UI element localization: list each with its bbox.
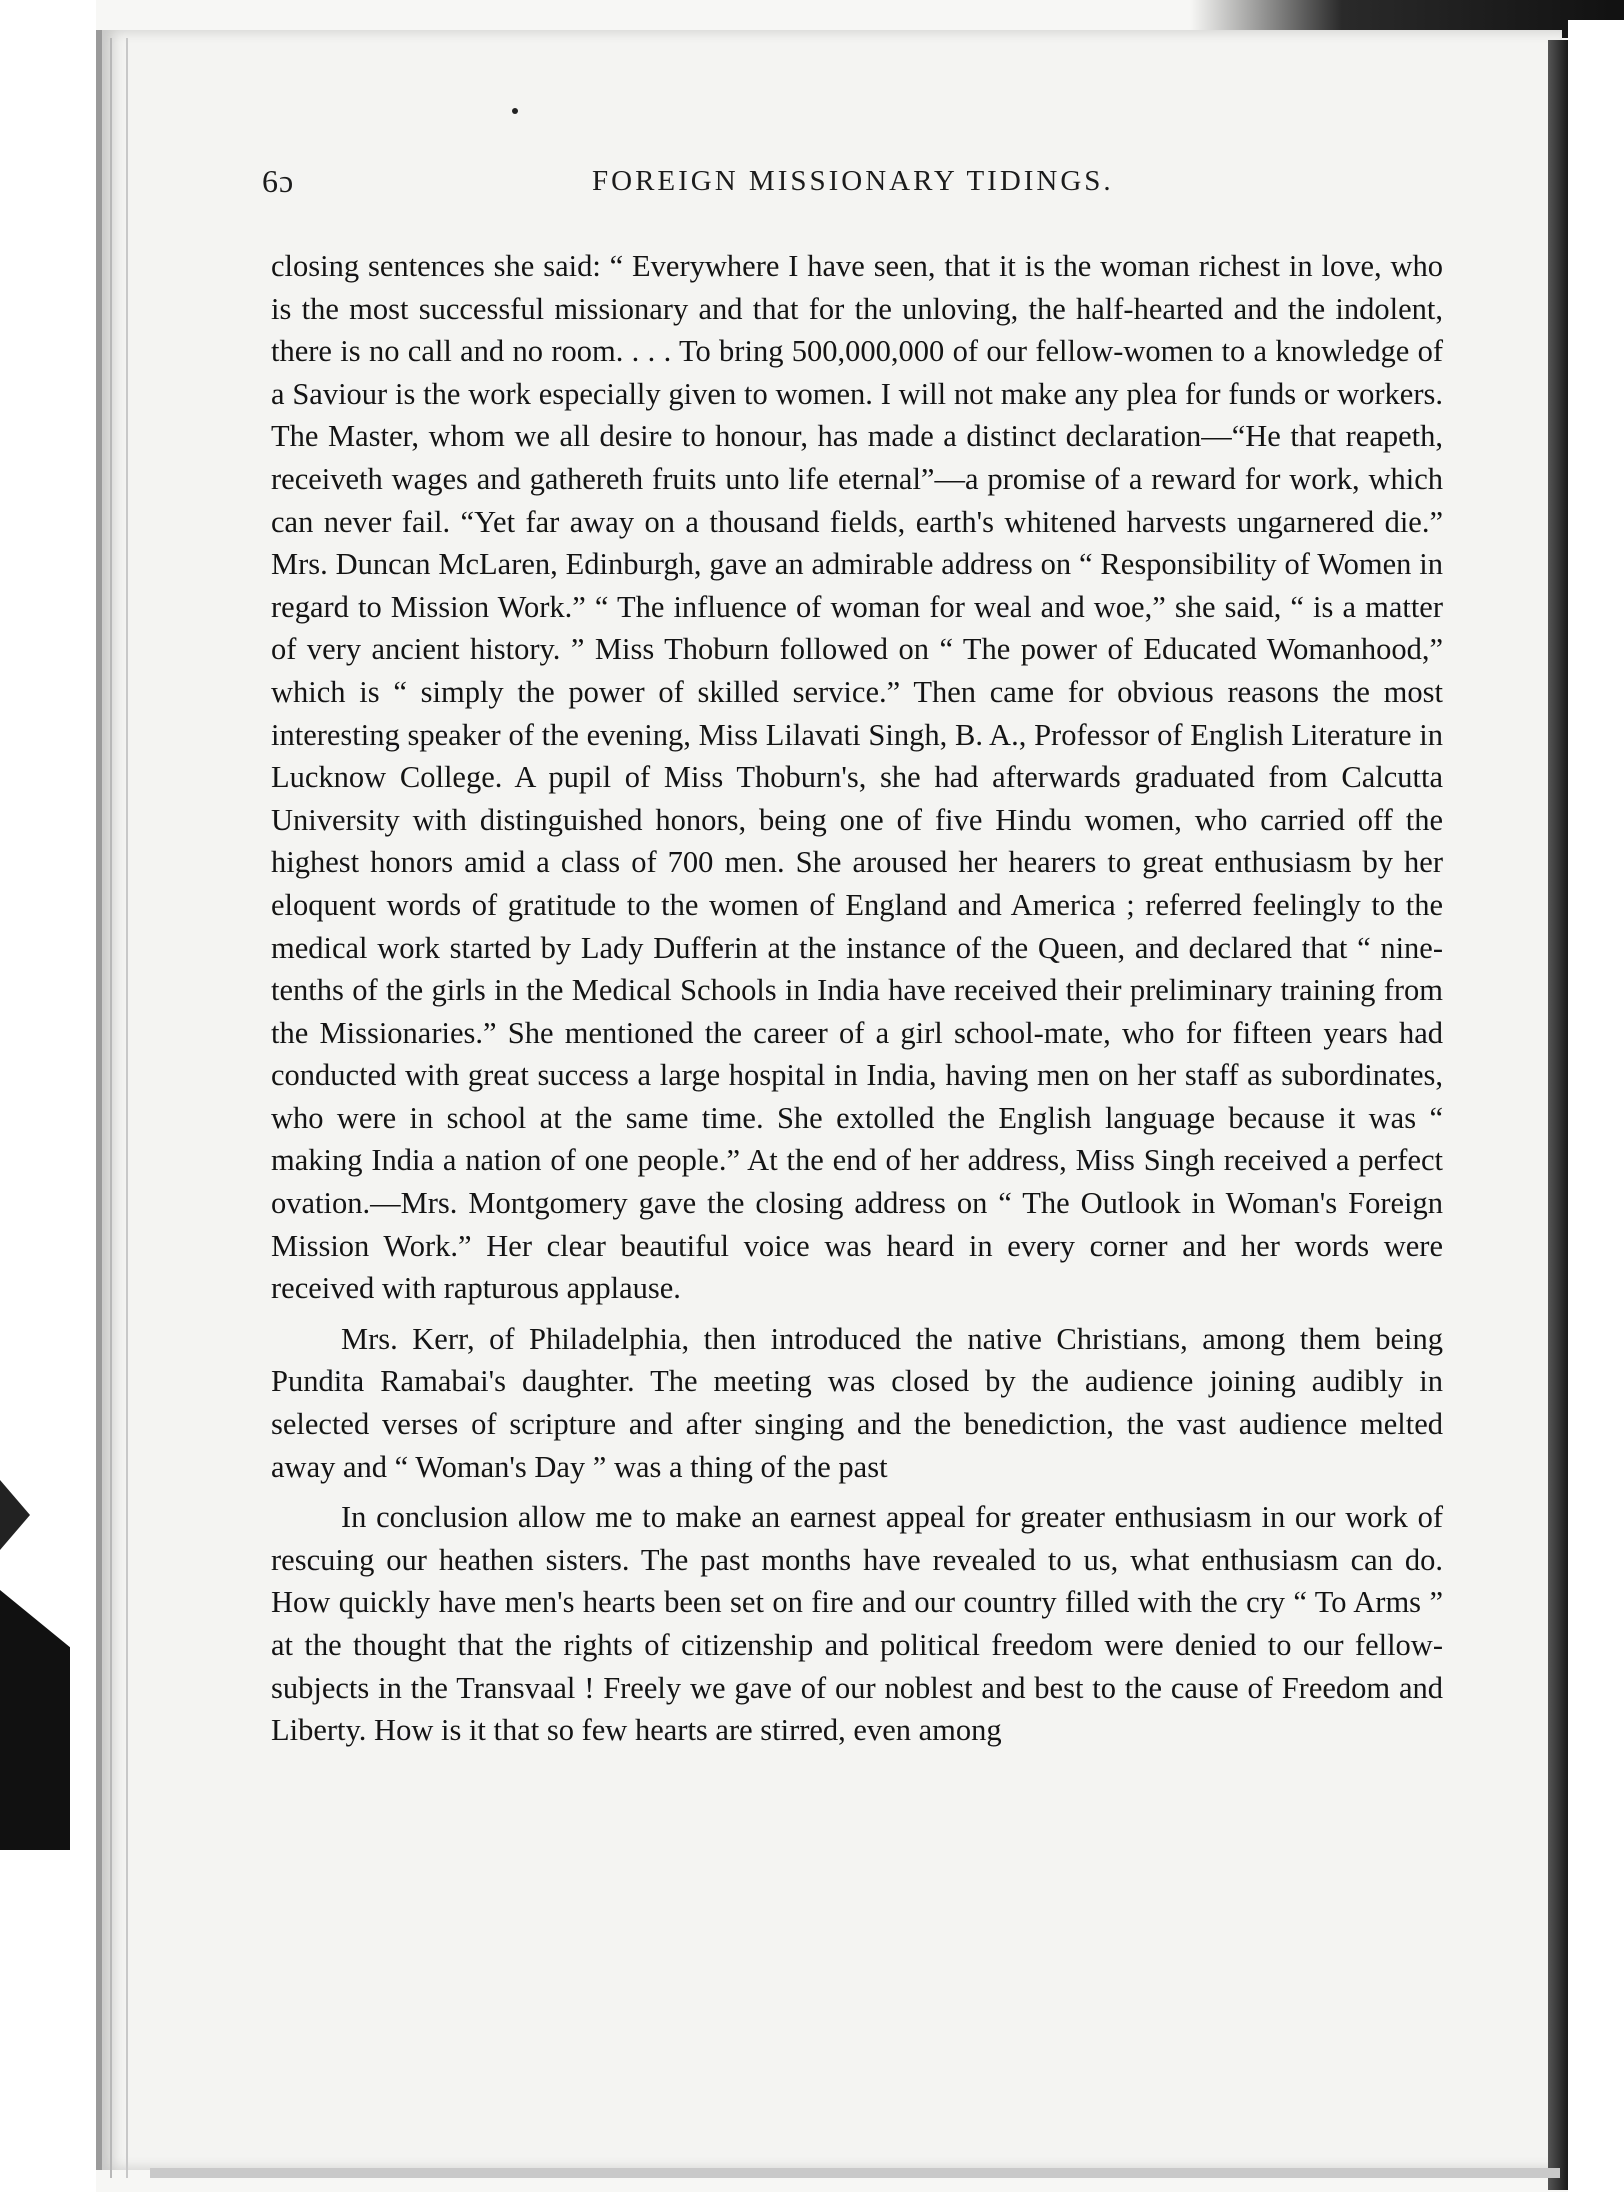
paragraph: closing sentences she said: “ Everywhere I have seen, that it is the woman richest in love, who is the most successful missionary and that for the unloving, the half-hearted and the indolent, there is no call and no room. . . . To bring 500,000,000 of our fellow-women to a knowledge of a Saviour is the work especially given to women. I will not make any plea for funds or workers. The Master, whom we all desire to honour, has made a distinct declaration—“He that reapeth, receiveth wages and gathereth fruits unto life eternal”—a promise of a reward for work, which can never fail. “Yet far away on a thousand fields, earth's whitened harvests ungarnered die.” Mrs. Duncan McLaren, Edinburgh, gave an admirable address on “ Responsibility of Women in regard to Mission Work.” “ The influence of woman for weal and woe,” she said, “ is a matter of very ancient history. ” Miss Thoburn followed on “ The power of Educated Womanhood,” which is “ simply the power of skilled service.” Then came for obvious reasons the most interesting speaker of the evening, Miss Lilavati Singh, B. A., Professor of English Literature in Lucknow College. A pupil of Miss Thoburn's, she had afterwards graduated from Calcutta University with distinguished honors, being one of five Hindu women, who carried off the highest honors amid a class of 700 men. She aroused her hearers to great enthusiasm by her eloquent words of gratitude to the women of England and America ; referred feelingly to the medical work started by Lady Dufferin at the instance of the Queen, and declared that “ nine-tenths of the girls in the Medical Schools in India have received their preliminary training from the Missionaries.” She mentioned the career of a girl school-mate, who for fifteen years had conducted with great success a large hospital in India, having men on her staff as subordinates, who were in school at the same time. She extolled the English language because it was “ making India a nation of one people.” At the end of her address, Miss Singh received a perfect ovation.—Mrs. Montgomery gave the closing address on “ The Outlook in Woman's Foreign Mission Work.” Her clear beautiful voice was heard in every corner and her words were received with rapturous applause. xyxy=(271,249,1443,1306)
scan-right-margin xyxy=(1568,20,1624,2192)
page-number: 6ɔ xyxy=(262,163,295,199)
scan-left-margin xyxy=(0,0,96,2192)
running-title: FOREIGN MISSIONARY TIDINGS. xyxy=(592,165,1114,197)
paragraph: Mrs. Kerr, of Philadelphia, then introduced the native Christians, among them being Pundita Ramabai's daughter. The meeting was closed by the audience joining audibly in selected verses of scripture and after singing and the benediction, the vast audience melted away and “ Woman's Day ” was a thing of the past xyxy=(271,1321,1443,1484)
page-stack-edges xyxy=(110,38,128,2178)
body-text xyxy=(271,245,1443,1752)
page-header xyxy=(262,163,1462,203)
paragraph: In conclusion allow me to make an earnest appeal for greater enthusiasm in our work of rescuing our heathen sisters. The past months have revealed to us, what enthusiasm can do. How quickly have men's hearts been set on fire and our country filled with the cry “ To Arms ” at the thought that the rights of citizenship and political freedom were denied to our fellow-subjects in the Transvaal ! Freely we gave of our noblest and best to the cause of Freedom and Liberty. How is it that so few hearts are stirred, even among xyxy=(271,1500,1443,1748)
page-bottom-edge xyxy=(150,2168,1560,2178)
book-spine-shadow xyxy=(1548,40,1568,2190)
ink-speck xyxy=(512,108,518,114)
